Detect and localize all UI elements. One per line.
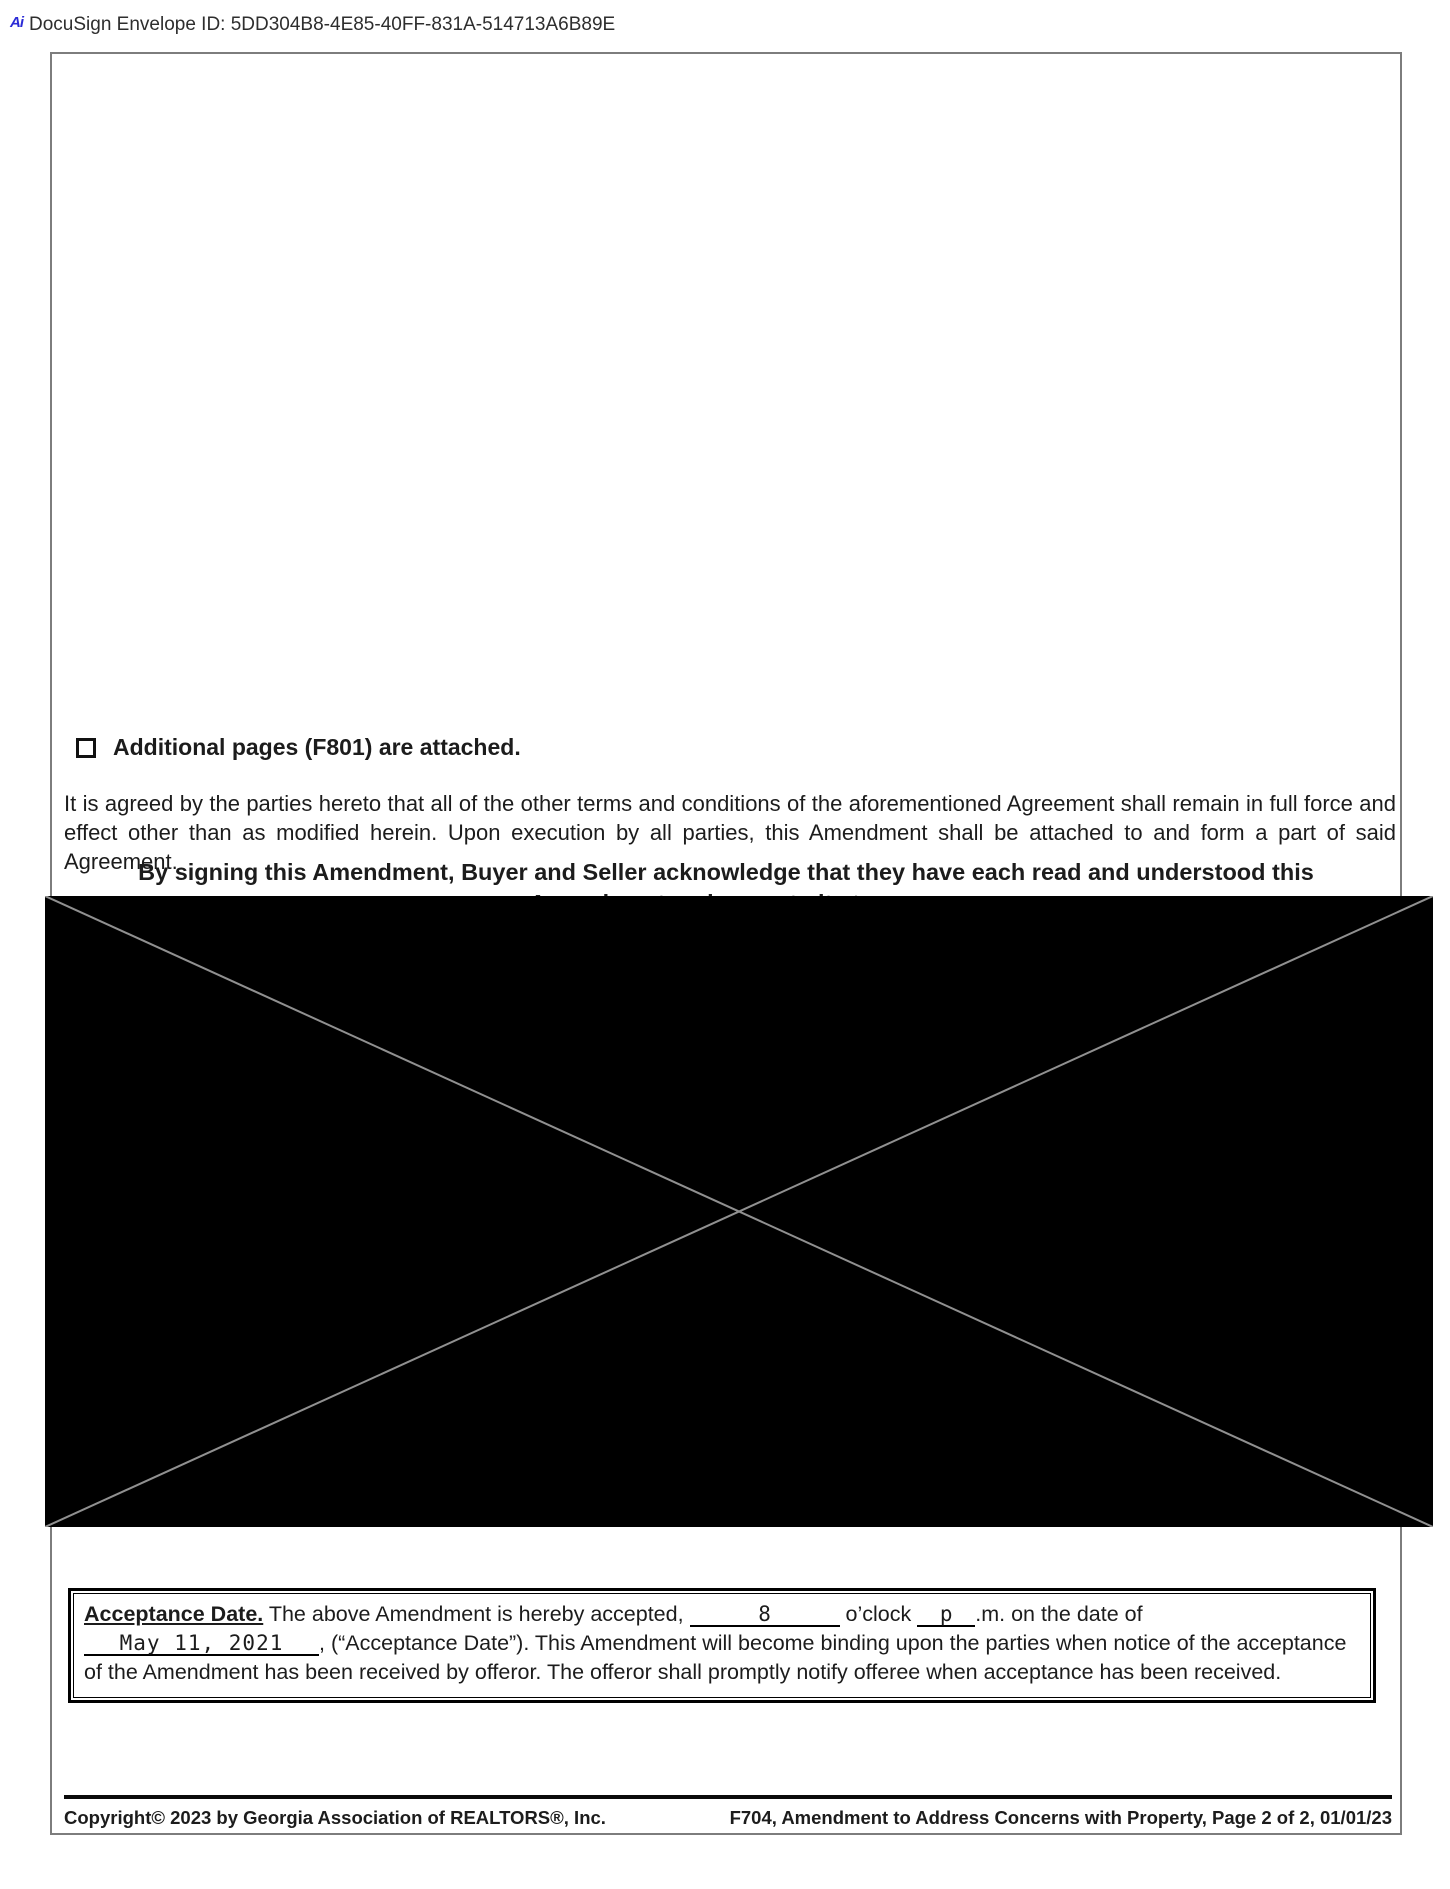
acceptance-date-field[interactable]: May 11, 2021 <box>84 1632 319 1656</box>
acceptance-line3: received by offeror. The offeror shall promptly notify offeree when acceptance has been received. <box>358 1660 1282 1684</box>
acknowledgment-heading-line1: By signing this Amendment, Buyer and Seller acknowledge that they have each read and understood this <box>138 859 1314 885</box>
footer-divider <box>64 1795 1392 1799</box>
additional-pages-row <box>76 734 521 761</box>
envelope-id-text: DocuSign Envelope ID: 5DD304B8-4E85-40FF-831A-514713A6B89E <box>29 14 616 35</box>
redaction-box <box>45 896 1433 1527</box>
agreement-paragraph: It is agreed by the parties hereto that all of the other terms and conditions of the aforementioned Agreement shall remain in full force and effect other than as modified herein. Upon execution by all parties, this Amendment shall be attached to and form a part of said Agreement. <box>64 791 1396 874</box>
docusign-header <box>10 14 615 36</box>
footer-form-info: F704, Amendment to Address Concerns with Property, Page 2 of 2, 01/01/23 <box>729 1807 1392 1828</box>
acceptance-oclock-text: o’clock <box>845 1602 912 1626</box>
redaction-x-icon <box>45 896 1433 1527</box>
acceptance-text-before-hour: The above Amendment is hereby accepted, <box>263 1602 684 1626</box>
acceptance-date-box-inner <box>73 1593 1371 1698</box>
acceptance-meridiem-field[interactable]: p <box>917 1603 975 1627</box>
acceptance-date-box <box>68 1588 1376 1703</box>
footer <box>64 1807 1392 1829</box>
docusign-logo-icon: Ai <box>10 13 23 31</box>
additional-pages-checkbox[interactable] <box>76 738 96 758</box>
footer-copyright: Copyright© 2023 by Georgia Association of REALTORS®, Inc. <box>64 1807 606 1828</box>
additional-pages-label: Additional pages (F801) are attached. <box>113 734 521 760</box>
acceptance-trailing-comma: , <box>319 1631 325 1655</box>
acceptance-line2: (“Acceptance Date”). This Amendment will become binding upon the parties when notice of the acceptance of the Amendment has been <box>84 1631 1347 1684</box>
acceptance-date-heading: Acceptance Date. <box>84 1602 264 1626</box>
acceptance-hour-field[interactable]: 8 <box>690 1603 840 1627</box>
acceptance-text-after-meridiem: .m. on the date of <box>975 1602 1143 1626</box>
